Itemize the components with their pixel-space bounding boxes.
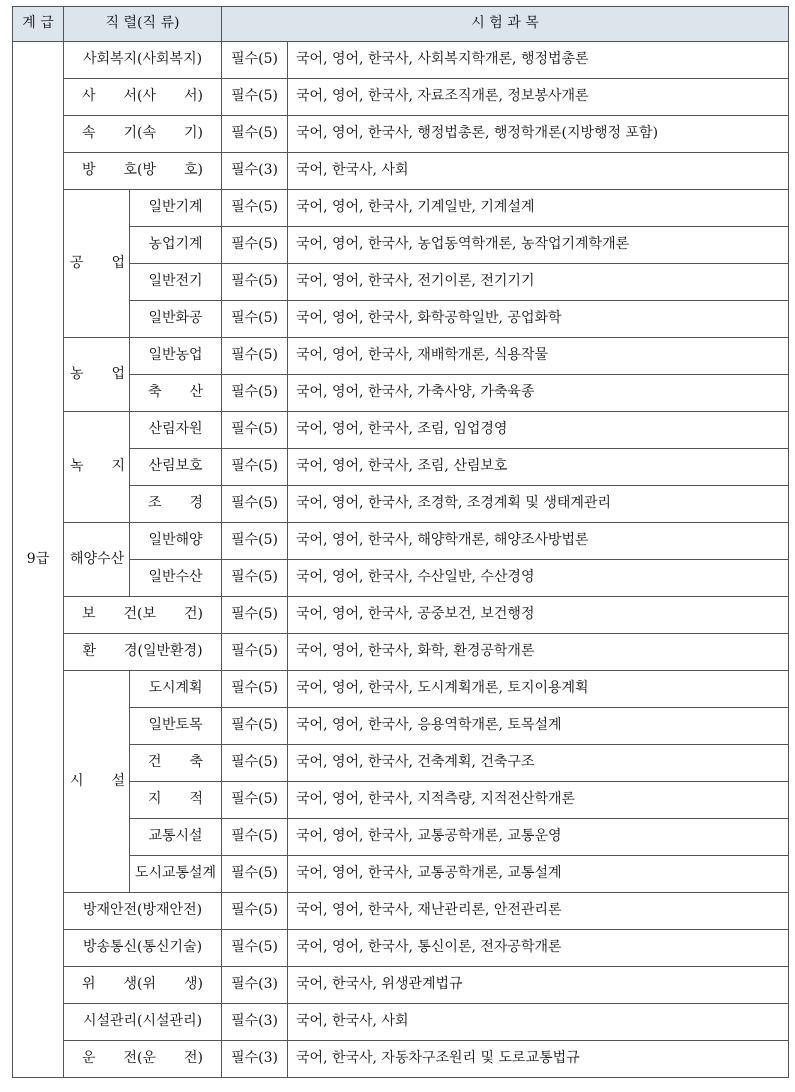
required-cell: 필수(5) [222, 745, 288, 782]
required-cell: 필수(5) [222, 264, 288, 301]
subjects-cell: 국어, 영어, 한국사, 교통공학개론, 교통설계 [288, 856, 789, 893]
subgroup-cell: 일반농업 [130, 338, 222, 375]
table-row [13, 449, 789, 486]
subjects-cell: 국어, 한국사, 위생관계법규 [288, 967, 789, 1004]
subjects-cell: 국어, 영어, 한국사, 응용역학개론, 토목설계 [288, 708, 789, 745]
required-cell: 필수(5) [222, 523, 288, 560]
subjects-cell: 국어, 영어, 한국사, 수산일반, 수산경영 [288, 560, 789, 597]
table-row [13, 671, 789, 708]
required-cell: 필수(5) [222, 412, 288, 449]
subjects-cell: 국어, 영어, 한국사, 해양학개론, 해양조사방법론 [288, 523, 789, 560]
subgroup-cell: 산림자원 [130, 412, 222, 449]
subjects-cell: 국어, 영어, 한국사, 농업동역학개론, 농작업기계학개론 [288, 227, 789, 264]
table-row [13, 893, 789, 930]
subjects-cell: 국어, 영어, 한국사, 교통공학개론, 교통운영 [288, 819, 789, 856]
job-cell: 시설관리(시설관리) [64, 1004, 222, 1041]
header-grade: 계 급 [13, 7, 64, 42]
subgroup-cell: 도시교통설계 [130, 856, 222, 893]
subjects-cell: 국어, 영어, 한국사, 재배학개론, 식용작물 [288, 338, 789, 375]
required-cell: 필수(5) [222, 190, 288, 227]
required-cell: 필수(5) [222, 42, 288, 79]
subjects-cell: 국어, 영어, 한국사, 가축사양, 가축육종 [288, 375, 789, 412]
group-cell: 공 업 [64, 190, 130, 338]
required-cell: 필수(3) [222, 153, 288, 190]
subgroup-cell: 건 축 [130, 745, 222, 782]
table-row [13, 523, 789, 560]
required-cell: 필수(5) [222, 449, 288, 486]
subjects-cell: 국어, 영어, 한국사, 기계일반, 기계설계 [288, 190, 789, 227]
subjects-cell: 국어, 영어, 한국사, 건축계획, 건축구조 [288, 745, 789, 782]
table-row [13, 560, 789, 597]
job-cell: 사 서(사 서) [64, 79, 222, 116]
table-row [13, 301, 789, 338]
required-cell: 필수(5) [222, 79, 288, 116]
table-row [13, 1004, 789, 1041]
subjects-cell: 국어, 영어, 한국사, 조림, 산림보호 [288, 449, 789, 486]
subjects-cell: 국어, 영어, 한국사, 화학공학일반, 공업화학 [288, 301, 789, 338]
subgroup-cell: 산림보호 [130, 449, 222, 486]
subjects-cell: 국어, 영어, 한국사, 통신이론, 전자공학개론 [288, 930, 789, 967]
subjects-cell: 국어, 한국사, 사회 [288, 1004, 789, 1041]
table-row [13, 116, 789, 153]
subjects-cell: 국어, 영어, 한국사, 화학, 환경공학개론 [288, 634, 789, 671]
required-cell: 필수(3) [222, 967, 288, 1004]
required-cell: 필수(5) [222, 597, 288, 634]
required-cell: 필수(5) [222, 856, 288, 893]
job-cell: 방송통신(통신기술) [64, 930, 222, 967]
table-row [13, 597, 789, 634]
job-cell: 환 경(일반환경) [64, 634, 222, 671]
table-row [13, 338, 789, 375]
exam-subjects-table [12, 6, 789, 1078]
subjects-cell: 국어, 영어, 한국사, 공중보건, 보건행정 [288, 597, 789, 634]
table-row [13, 375, 789, 412]
required-cell: 필수(5) [222, 301, 288, 338]
subjects-cell: 국어, 영어, 한국사, 도시계획개론, 토지이용계획 [288, 671, 789, 708]
table-row [13, 190, 789, 227]
job-cell: 위 생(위 생) [64, 967, 222, 1004]
table-row [13, 782, 789, 819]
required-cell: 필수(5) [222, 708, 288, 745]
table-row [13, 930, 789, 967]
table-row [13, 856, 789, 893]
required-cell: 필수(5) [222, 338, 288, 375]
subgroup-cell: 일반토목 [130, 708, 222, 745]
subjects-cell: 국어, 영어, 한국사, 자료조직개론, 정보봉사개론 [288, 79, 789, 116]
subgroup-cell: 도시계획 [130, 671, 222, 708]
subjects-cell: 국어, 영어, 한국사, 조림, 임업경영 [288, 412, 789, 449]
subjects-cell: 국어, 한국사, 사회 [288, 153, 789, 190]
subjects-cell: 국어, 영어, 한국사, 재난관리론, 안전관리론 [288, 893, 789, 930]
table-row [13, 153, 789, 190]
table-row [13, 708, 789, 745]
subjects-cell: 국어, 영어, 한국사, 행정법총론, 행정학개론(지방행정 포함) [288, 116, 789, 153]
subjects-cell: 국어, 영어, 한국사, 사회복지학개론, 행정법총론 [288, 42, 789, 79]
header-job: 직 렬(직 류) [64, 7, 222, 42]
subgroup-cell: 일반수산 [130, 560, 222, 597]
subjects-cell: 국어, 영어, 한국사, 지적측량, 지적전산학개론 [288, 782, 789, 819]
job-cell: 운 전(운 전) [64, 1041, 222, 1078]
job-cell: 방 호(방 호) [64, 153, 222, 190]
grade-cell: 9급 [13, 42, 64, 1078]
required-cell: 필수(3) [222, 1004, 288, 1041]
job-cell: 보 건(보 건) [64, 597, 222, 634]
subgroup-cell: 일반전기 [130, 264, 222, 301]
group-cell: 시 설 [64, 671, 130, 893]
group-cell: 녹 지 [64, 412, 130, 523]
subgroup-cell: 조 경 [130, 486, 222, 523]
table-row [13, 227, 789, 264]
table-row [13, 412, 789, 449]
subgroup-cell: 축 산 [130, 375, 222, 412]
subjects-cell: 국어, 한국사, 자동차구조원리 및 도로교통법규 [288, 1041, 789, 1078]
required-cell: 필수(3) [222, 1041, 288, 1078]
required-cell: 필수(5) [222, 782, 288, 819]
required-cell: 필수(5) [222, 930, 288, 967]
subjects-cell: 국어, 영어, 한국사, 조경학, 조경계획 및 생태계관리 [288, 486, 789, 523]
job-cell: 방재안전(방재안전) [64, 893, 222, 930]
required-cell: 필수(5) [222, 116, 288, 153]
required-cell: 필수(5) [222, 227, 288, 264]
subgroup-cell: 일반해양 [130, 523, 222, 560]
table-row [13, 745, 789, 782]
table-row [13, 42, 789, 79]
required-cell: 필수(5) [222, 819, 288, 856]
subgroup-cell: 교통시설 [130, 819, 222, 856]
required-cell: 필수(5) [222, 634, 288, 671]
table-header-row [13, 7, 789, 42]
table-row [13, 819, 789, 856]
required-cell: 필수(5) [222, 893, 288, 930]
subgroup-cell: 농업기계 [130, 227, 222, 264]
required-cell: 필수(5) [222, 486, 288, 523]
table-row [13, 486, 789, 523]
table-row [13, 264, 789, 301]
subgroup-cell: 일반화공 [130, 301, 222, 338]
table-row [13, 967, 789, 1004]
job-cell: 속 기(속 기) [64, 116, 222, 153]
table-row [13, 1041, 789, 1078]
required-cell: 필수(5) [222, 560, 288, 597]
group-cell: 농 업 [64, 338, 130, 412]
subgroup-cell: 일반기계 [130, 190, 222, 227]
required-cell: 필수(5) [222, 375, 288, 412]
table-row [13, 634, 789, 671]
group-cell: 해양수산 [64, 523, 130, 597]
subgroup-cell: 지 적 [130, 782, 222, 819]
table-row [13, 79, 789, 116]
required-cell: 필수(5) [222, 671, 288, 708]
job-cell: 사회복지(사회복지) [64, 42, 222, 79]
subjects-cell: 국어, 영어, 한국사, 전기이론, 전기기기 [288, 264, 789, 301]
header-subjects: 시 험 과 목 [222, 7, 789, 42]
